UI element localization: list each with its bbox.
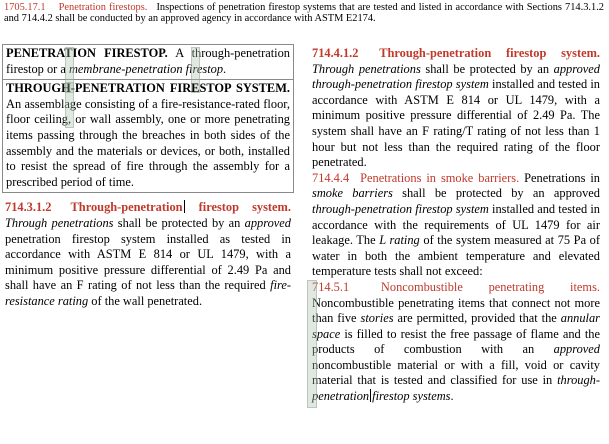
definition-text-end: .	[223, 61, 227, 76]
body-text: Noncombustible penetrating items that connect not more than five	[312, 295, 600, 326]
section-number: 1705.17.1	[4, 2, 46, 13]
body-text: is filled to resist the free passage of flame and the products of combustion with an	[312, 326, 600, 357]
italic-term: Through penetrations	[312, 61, 421, 76]
section-title-cont: firestop	[505, 46, 547, 60]
italic-term: smoke barriers	[312, 186, 393, 201]
body-text: shall be protected by an approved	[392, 186, 600, 201]
right-column	[309, 46, 603, 405]
section-text: Inspections of penetration firestop systems that are tested and listed in accordance with Sections 714.3.1.2 and 714.4.2 shall be conducted by an approved agency in accordance with ASTM E2174.	[4, 2, 604, 24]
italic-term: firestop systems	[372, 389, 451, 404]
top-paragraph	[4, 2, 604, 24]
section-number: 714.5.1	[312, 279, 350, 294]
definition-through-penetration-firestop-system	[2, 80, 294, 193]
definition-term: PENETRATION FIRESTOP.	[6, 46, 168, 60]
italic-term: L rating	[379, 233, 420, 248]
section-title-cont: firestop system.	[198, 200, 291, 215]
italic-term: approved through-penetration firestop system	[312, 61, 600, 92]
section-title: Through-penetration	[70, 200, 183, 215]
highlight-marker	[307, 280, 317, 408]
section-title: Penetration firestops.	[58, 2, 148, 13]
italic-term: annular space	[312, 311, 600, 341]
body-text: noncombustible material or with a fill, void or cavity material that is tested and classified for use in	[312, 357, 600, 388]
left-column	[2, 44, 294, 310]
body-text: shall be protected by an	[420, 61, 554, 76]
body-text: of the system measured at 75 Pa of water in both the ambient temperature and elevated temperature tests shall not exceed:	[312, 233, 601, 279]
body-text: are permitted, provided that the	[393, 311, 561, 326]
definition-penetration-firestop	[2, 44, 294, 80]
italic-term: through-penetration	[312, 373, 600, 404]
section-714-5-1	[309, 280, 603, 405]
section-714-4-4	[309, 171, 603, 280]
section-number: 714.4.4	[312, 170, 350, 185]
definition-text: A through-penetration firestop or a	[6, 46, 290, 76]
definition-text: An assemblage consisting of a fire-resistance-rated floor, floor ceiling, or wall assembly, one or more penetrating items passing through the breaches in both sides of the assembly and the materials or devices, or both, installed to resist the spread of fire through the assembly for a prescribed period of time.	[6, 96, 290, 189]
italic-term: through-penetration firestop system	[312, 201, 489, 216]
section-714-4-1-2	[309, 46, 603, 171]
italic-term: stories	[360, 311, 394, 326]
definition-term: THROUGH-PENETRATION FIRESTOP SYSTEM.	[6, 81, 290, 96]
definition-text-italic: membrane-penetration firestop	[68, 61, 224, 76]
italic-term: approved	[244, 215, 291, 230]
italic-term: fire-resistance rating	[5, 278, 291, 308]
body-text: .	[450, 389, 454, 404]
section-714-3-1-2	[2, 200, 294, 309]
body-text: of the wall penetrated.	[88, 293, 203, 308]
italic-term: approved	[553, 342, 600, 357]
section-number: 714.3.1.2	[5, 200, 52, 215]
section-title: Penetrations in smoke barriers.	[360, 170, 520, 185]
body-text: installed and tested in accordance with the requirements of UL 1479 for air leakage. The	[312, 201, 600, 248]
section-number: 714.4.1.2	[312, 46, 359, 60]
body-text: penetration firestop system installed as tested in accordance with ASTM E 814 or UL 1479, with a minimum positive pressure differential of 2.49 Pa and shall have an F rating of not less than the required	[5, 231, 291, 293]
text-cursor	[184, 200, 185, 213]
highlight-marker	[65, 82, 74, 128]
section-title: Noncombustible penetrating items.	[380, 279, 600, 294]
section-title-end: system.	[561, 46, 600, 60]
text-cursor	[370, 389, 371, 402]
italic-term: Through penetrations	[5, 215, 114, 230]
body-text: Penetrations in	[524, 170, 600, 185]
body-text: installed and tested in accordance with ASTM E 814 or UL 1479, with a minimum positive pressure differential of 2.49 Pa. The system shall have an F rating/T rating of not less than 1 hour but not less than the required rating of the floor penetrated.	[312, 77, 600, 170]
body-text: shall be protected by an	[113, 215, 245, 230]
section-title: Through-penetration	[379, 46, 492, 60]
